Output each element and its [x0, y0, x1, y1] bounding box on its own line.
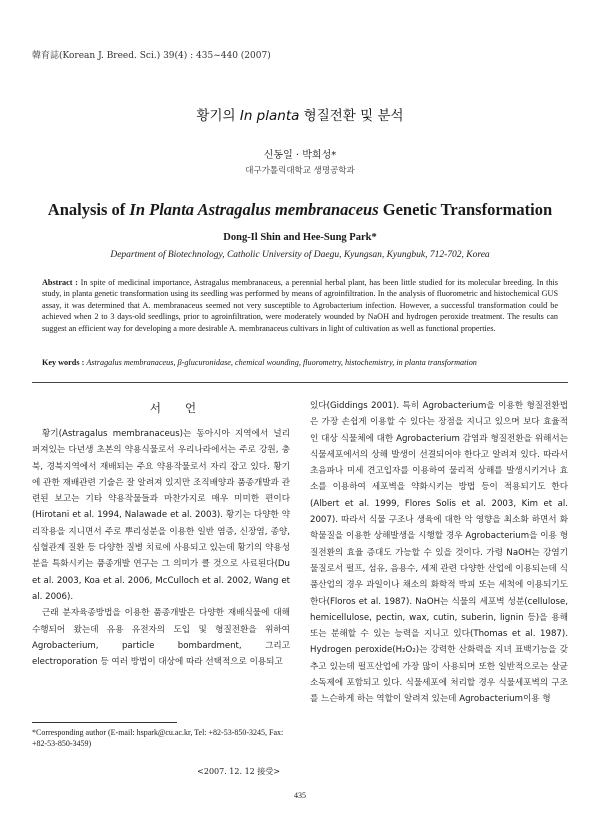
english-title — [0, 200, 600, 220]
right-column — [310, 398, 568, 708]
corresponding-author-footnote: *Corresponding author (E-mail: hspark@cu.ac.kr, Tel: +82-53-850-3245, Fax: +82-53-850-3459) — [32, 728, 284, 748]
english-authors: Dong-Il Shin and Hee-Sung Park* — [223, 232, 377, 243]
left-paragraph-2: 근래 분자육종방법을 이용한 품종개발은 다양한 재배식물에 대해 수행되어 왔는데 유용 유전자의 도입 및 형질전환을 위하여 Agrobacterium, particle bombardment, 그리고 electroporation 등 여러 방법이 대상에 따라 선택적으로 이용되고 — [32, 608, 290, 668]
korean-affiliation: 대구가톨릭대학교 생명공학과 — [245, 166, 355, 176]
english-title-italic: In Planta Astragalus membranaceus — [129, 200, 379, 219]
abstract-label: Abstract : — [42, 278, 78, 287]
section-divider — [32, 382, 568, 383]
korean-title-part2: 형질전환 및 분석 — [299, 108, 404, 124]
abstract — [42, 277, 558, 334]
received-date: <2007. 12. 12 接受> — [197, 767, 280, 776]
page-number: 435 — [294, 791, 306, 800]
english-title-part2: Genetic Transformation — [378, 200, 553, 219]
left-paragraph-1: 황기(Astragalus membranaceus)는 동아시아 지역에서 널리 퍼져있는 다년생 초본의 약용식물로서 우리나라에서는 주로 강원, 충북, 경북지역에서 재배되는 주요 약용작물로서 자리 잡고 있다. 황기에 관한 재배관련 기술은 잘 알려져 있지만 조직배양과 품종개발과 관련된 보고는 기타 약용작물들과 마찬가지로 매우 미미한 편이다(Hirotani et al. 1994, Nalawade et al. 2003). 황기는 다양한 약리작용을 지니면서 주로 뿌리성분을 이용한 일반 염증, 신장염, 종양, 심혈관계 질환 등 다양한 질병 치료에 사용되고 있는데 황기의 약용성분을 특화시키는 품종개발 연구는 그 의미가 클 것으로 사료된다(Du et al. 2003, Koa et al. 2006, McCulloch et al. 2002, Wang et al. 2006). — [32, 429, 290, 602]
korean-title — [0, 104, 600, 124]
korean-title-italic: In planta — [239, 108, 300, 124]
keywords — [42, 358, 558, 367]
keywords-text: Astragalus membranaceus, β-glucuronidase, chemical wounding, fluorometry, histochemistry, in planta transformation — [86, 358, 477, 367]
section-heading: 서언 — [149, 401, 221, 415]
abstract-text: In spite of medicinal importance, Astragalus membranaceus, a perennial herbal plant, has been little studied for its molecular breeding. In this study, in planta genetic transformation using its seedling was performed by means of agroinfiltration. In the analysis of fluorometric and histochemical GUS assay, it was determined that A. membranaceus seemed not very susceptible to Agrobacterium infection. However, a successful transformation could be achieved when 2 to 3 days-old seedlings, prior to agroinfiltration, were moderately wounded by NaOH and hydrogen peroxide treatment. The results can suggest an efficient way for developing a more desirable A. membranaceus cultivars in light of cultivation as well as functional properties. — [42, 278, 558, 333]
keywords-label: Key words : — [42, 358, 85, 367]
korean-title-part1: 황기의 — [196, 108, 240, 124]
left-column — [32, 426, 290, 670]
footnote-divider — [32, 722, 177, 723]
journal-citation: 韓育誌(Korean J. Breed. Sci.) 39(4) : 435~440 (2007) — [32, 51, 271, 61]
right-paragraph: 있다(Giddings 2001). 특히 Agrobacterium을 이용한 형질전환법은 가장 손쉽게 이용할 수 있다는 장점을 지니고 있으며 보다 효율적인 대상 식물체에 대한 Agrobacterium 감염과 형질전환을 위해서는 식물세포에서의 상해 발생이 선결되어야 한다고 알려져 있다. 따라서 초음파나 미세 견고입자를 이용하여 물리적 상해를 발생시키거나 효소를 이용하여 세포벽을 약화시키는 방법 등이 적용되기도 한다(Albert et al. 1999, Flores Solis et al. 2003, Kim et al. 2007). 따라서 식물 구조나 생육에 대한 악 영향을 최소화 하면서 화학물질을 이용한 상해발생을 시행할 경우 Agrobacterium을 이용 형질전환의 효율 증대도 가능할 수 있을 것이다. 가령 NaOH는 강염기 물질로서 펄프, 섬유, 음용수, 세제 관련 다양한 산업에 이용되는데 식품산업의 경우 과일이나 채소의 화학적 박피 또는 세척에 이용되기도 한다(Floros et al. 1987). NaOH는 식물의 세포벽 성분(cellulose, hemicellulose, pectin, wax, cutin, suberin, lignin 등)을 용해 또는 분해할 수 있는 능력을 지니고 있다(Thomas et al. 1987). Hydrogen peroxide(H₂O₂)는 강력한 산화력을 지녀 표백기능을 갖추고 있는데 펄프산업에 가장 많이 사용되며 또한 일반적으로는 살균소독제에 포함되고 있다. 식물세포에 처리할 경우 식물세포벽의 구조를 느슨하게 하는 역할이 알려져 있는데 Agrobacterium이용 형 — [310, 401, 568, 705]
korean-authors: 신동일 · 박희성* — [263, 150, 337, 161]
english-affiliation: Department of Biotechnology, Catholic University of Daegu, Kyungsan, Kyungbuk, 712-702, Korea — [110, 250, 490, 260]
english-title-part1: Analysis of — [47, 200, 130, 219]
